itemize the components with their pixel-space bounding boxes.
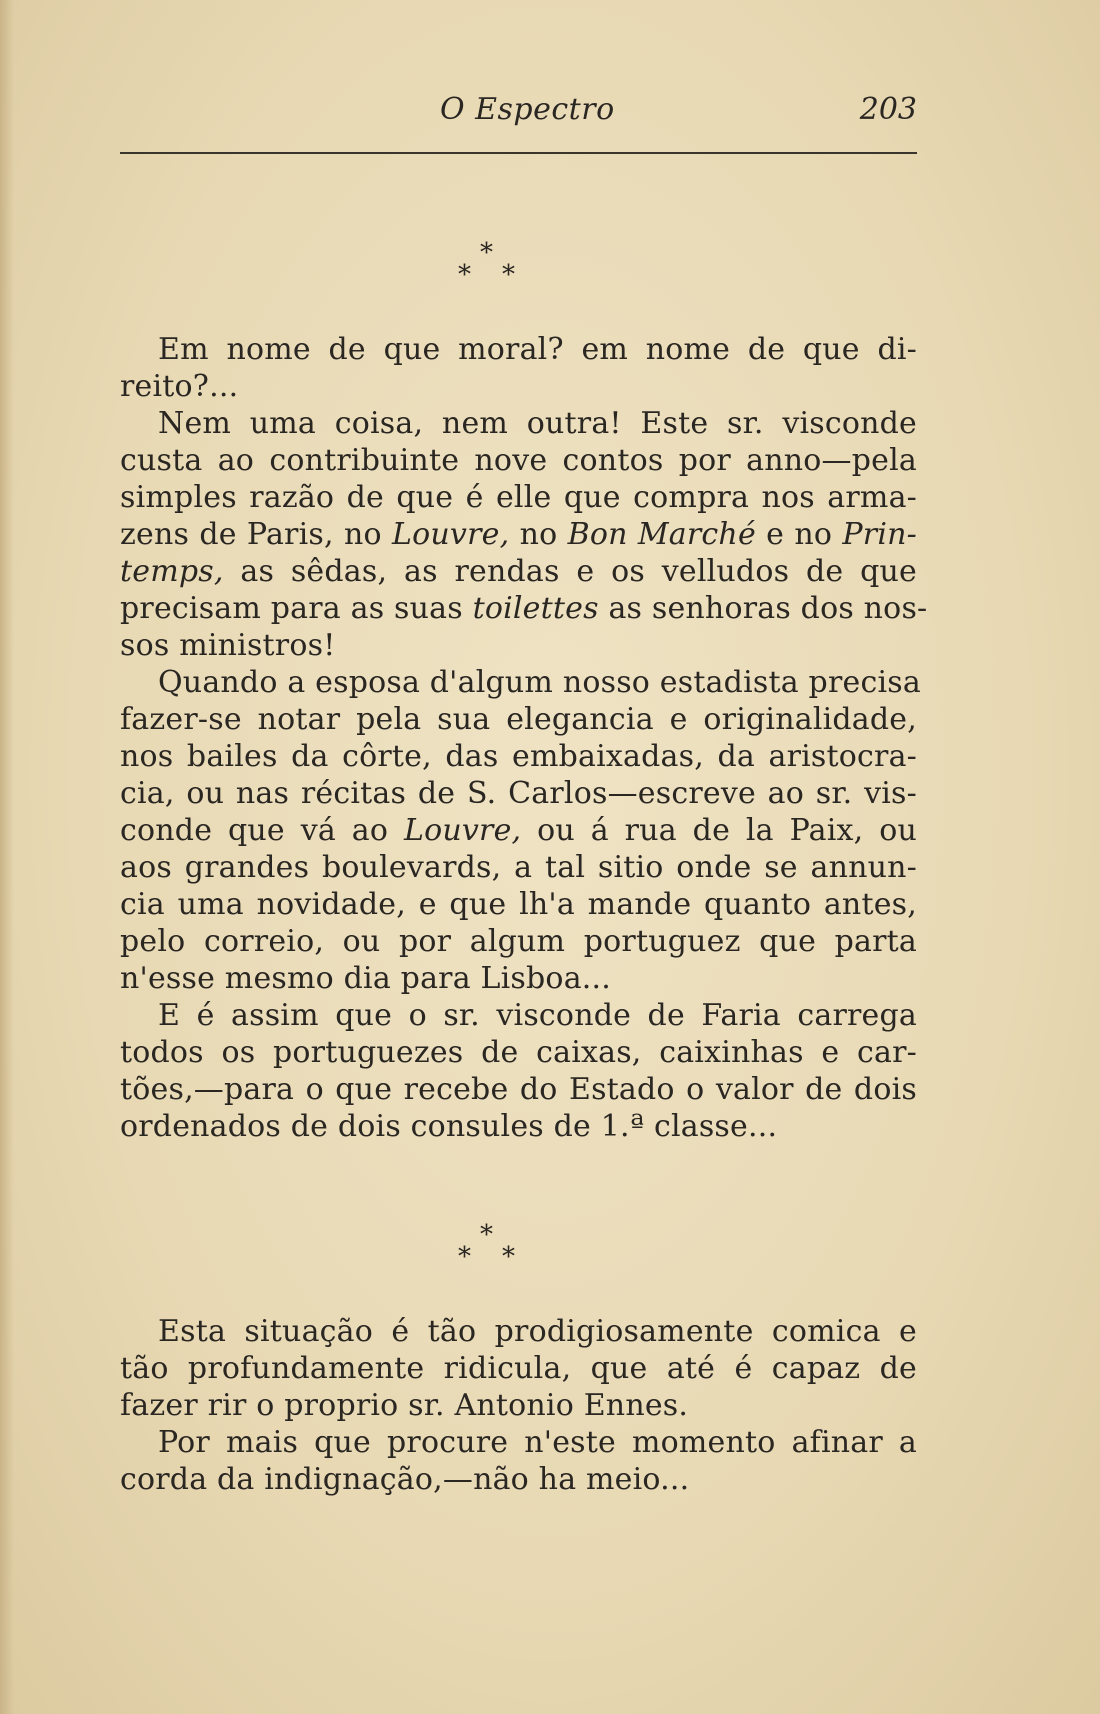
page-number: 203 [859, 92, 917, 127]
running-header [120, 92, 917, 132]
italic-run: Louvre, [392, 517, 510, 552]
text-line: Por mais que procure n'este momento afinar a [158, 1425, 917, 1460]
text-line: n'esse mesmo dia para Lisboa... [120, 961, 611, 996]
text-run: e no [755, 517, 843, 552]
asterism-ornament [0, 238, 1100, 288]
italic-run: Bon Marché [567, 517, 756, 552]
text-line: Em nome de que moral? em nome de que di- [158, 332, 917, 367]
asterism-star: * [502, 1242, 515, 1272]
text-line: reito?... [120, 369, 239, 404]
text-run: conde que vá ao [120, 813, 404, 848]
text-line: cia, ou nas récitas de S. Carlos—escreve ao sr. vis- [120, 776, 917, 811]
text-line: corda da indignação,—não ha meio... [120, 1462, 690, 1497]
italic-run: Louvre, [403, 813, 522, 848]
asterism-star: * [458, 1242, 471, 1272]
asterism-star: * [480, 1220, 493, 1250]
text-line [120, 590, 928, 627]
text-line: custa ao contribuinte nove contos por anno—pela [120, 443, 917, 478]
running-title: O Espectro [440, 92, 615, 127]
italic-run: Prin- [842, 517, 918, 552]
text-line: tões,—para o que recebe do Estado o valor de dois [120, 1072, 917, 1107]
asterism-star: * [480, 238, 493, 268]
text-line: simples razão de que é elle que compra nos arma- [120, 480, 917, 515]
text-run: no [509, 517, 568, 552]
text-line: Nem uma coisa, nem outra! Este sr. visconde [158, 406, 917, 441]
text-line [120, 812, 917, 849]
text-line [120, 516, 917, 553]
text-run: as senhoras dos nos- [598, 591, 928, 626]
text-line: cia uma novidade, e que lh'a mande quanto antes, [120, 887, 917, 922]
asterism-star: * [458, 260, 471, 290]
text-line: E é assim que o sr. visconde de Faria carrega [158, 998, 917, 1033]
text-run: precisam para as suas [120, 591, 473, 626]
text-line: sos ministros! [120, 628, 336, 663]
text-line: fazer-se notar pela sua elegancia e originalidade, [120, 702, 917, 737]
text-run: as sêdas, as rendas e os velludos de que [223, 554, 917, 589]
text-line [120, 553, 917, 590]
asterism-star: * [502, 260, 515, 290]
text-run: ou á rua de la Paix, ou [521, 813, 917, 848]
text-run: zens de Paris, no [120, 517, 393, 552]
text-line: ordenados de dois consules de 1.ª classe... [120, 1109, 778, 1144]
text-section-1 [120, 331, 928, 1145]
text-line: fazer rir o proprio sr. Antonio Ennes. [120, 1388, 689, 1423]
text-line: nos bailes da côrte, das embaixadas, da aristocra- [120, 739, 917, 774]
text-section-2 [120, 1313, 917, 1498]
text-line: pelo correio, ou por algum portuguez que parta [120, 924, 917, 959]
text-line: todos os portuguezes de caixas, caixinhas e car- [120, 1035, 917, 1070]
header-rule [120, 152, 917, 154]
text-line: Quando a esposa d'algum nosso estadista precisa [158, 665, 921, 700]
italic-run: temps, [120, 554, 224, 589]
text-line: aos grandes boulevards, a tal sitio onde se annun- [120, 850, 917, 885]
italic-run: toilettes [472, 591, 599, 626]
asterism-ornament [0, 1220, 1100, 1270]
text-line: Esta situação é tão prodigiosamente comica e [158, 1314, 917, 1349]
text-line: tão profundamente ridicula, que até é capaz de [120, 1351, 917, 1386]
